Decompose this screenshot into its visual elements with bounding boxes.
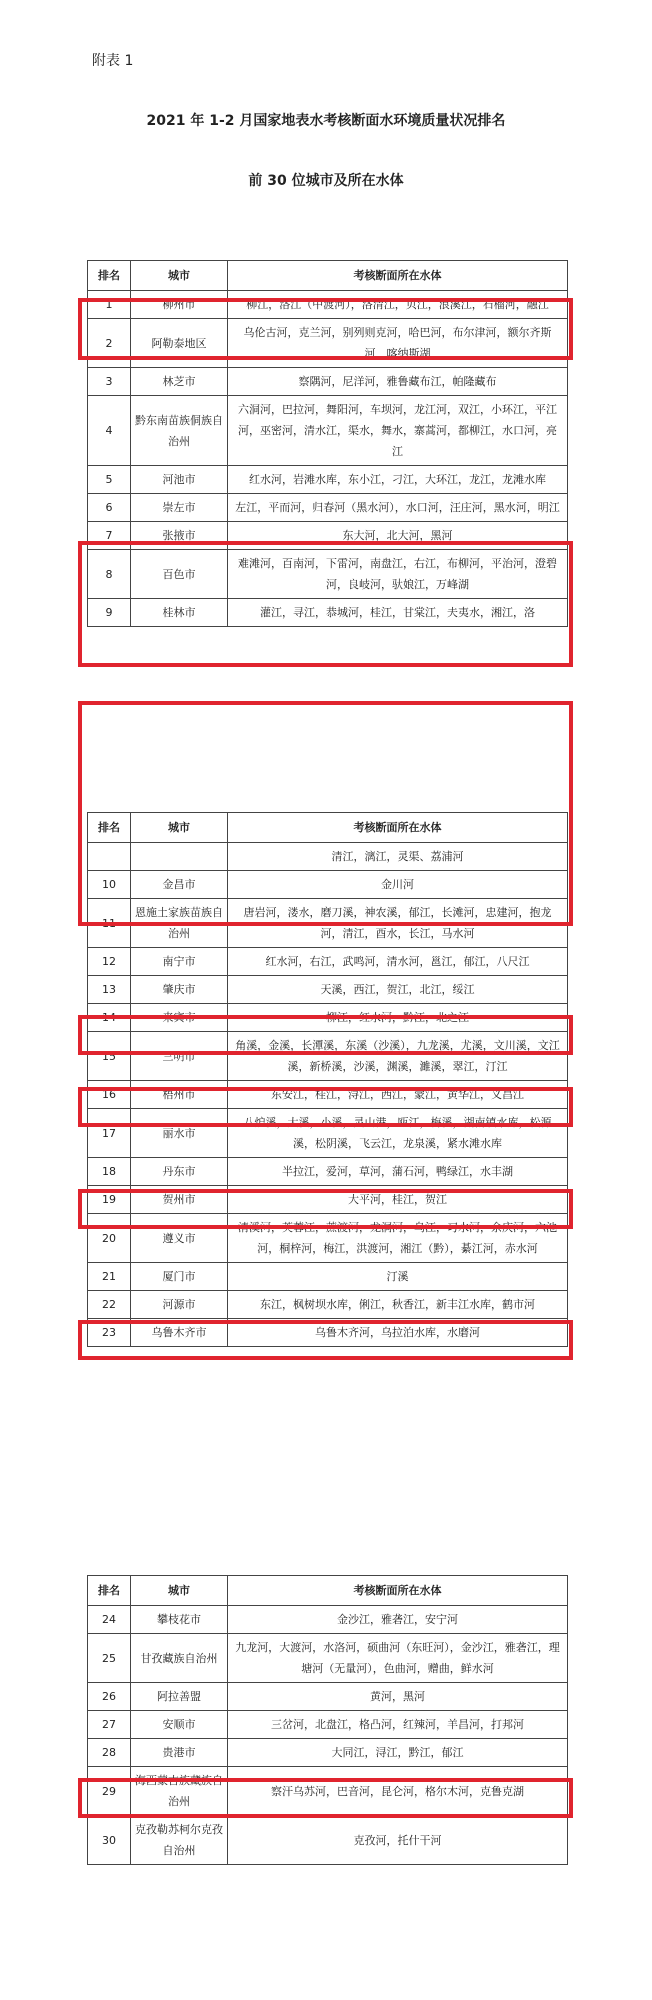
city-cell	[131, 843, 228, 871]
water-bodies-cell: 乌伦古河，克兰河，别列则克河，哈巴河，布尔津河，额尔齐斯河，喀纳斯湖	[228, 319, 568, 368]
city-cell: 金昌市	[131, 871, 228, 899]
header-rank: 排名	[88, 1576, 131, 1606]
report-title: 2021 年 1-2 月国家地表水考核断面水环境质量状况排名	[146, 113, 506, 129]
table-row	[88, 1319, 568, 1347]
city-cell: 梧州市	[131, 1081, 228, 1109]
rank-cell: 25	[88, 1634, 131, 1683]
rank-cell: 9	[88, 599, 131, 627]
rank-cell	[88, 843, 131, 871]
table-row	[88, 1634, 568, 1683]
city-cell: 阿勒泰地区	[131, 319, 228, 368]
city-cell: 贺州市	[131, 1186, 228, 1214]
rank-cell: 23	[88, 1319, 131, 1347]
table-row	[88, 1263, 568, 1291]
rank-cell: 3	[88, 368, 131, 396]
city-cell: 贵港市	[131, 1739, 228, 1767]
table-row	[88, 291, 568, 319]
water-bodies-cell: 清江，漓江，灵渠、荔浦河	[228, 843, 568, 871]
water-bodies-cell: 左江，平而河，归春河（黑水河），水口河，汪庄河，黑水河，明江	[228, 494, 568, 522]
rank-cell: 1	[88, 291, 131, 319]
water-bodies-cell: 东江，枫树坝水库，俐江，秋香江，新丰江水库，鹤市河	[228, 1291, 568, 1319]
city-cell: 黔东南苗族侗族自治州	[131, 396, 228, 466]
water-bodies-cell: 察汗乌苏河，巴音河，昆仑河，格尔木河，克鲁克湖	[228, 1767, 568, 1816]
city-cell: 丹东市	[131, 1158, 228, 1186]
rank-cell: 24	[88, 1606, 131, 1634]
rank-cell: 2	[88, 319, 131, 368]
rank-cell: 6	[88, 494, 131, 522]
water-bodies-cell: 天溪，西江，贺江，北江，绥江	[228, 976, 568, 1004]
city-cell: 克孜勒苏柯尔克孜自治州	[131, 1816, 228, 1865]
water-bodies-cell: 克孜河，托什干河	[228, 1816, 568, 1865]
water-bodies-cell: 东安江，桂江，浔江，西江，蒙江，黄华江，义昌江	[228, 1081, 568, 1109]
city-cell: 柳州市	[131, 291, 228, 319]
water-bodies-cell: 黄河，黑河	[228, 1683, 568, 1711]
city-cell: 崇左市	[131, 494, 228, 522]
table-row	[88, 494, 568, 522]
city-cell: 丽水市	[131, 1109, 228, 1158]
city-cell: 安顺市	[131, 1711, 228, 1739]
rank-cell: 4	[88, 396, 131, 466]
rank-cell: 30	[88, 1816, 131, 1865]
water-bodies-cell: 唐岩河，溇水，磨刀溪，神农溪，郁江，长滩河，忠建河，抱龙河，清江，酉水，长江，马水河	[228, 899, 568, 948]
water-bodies-cell: 柳江，洛江（中渡河），洛清江，贝江，浪溪江，石榴河，融江	[228, 291, 568, 319]
water-bodies-cell: 金川河	[228, 871, 568, 899]
water-bodies-cell: 大同江，浔江，黔江，郁江	[228, 1739, 568, 1767]
city-cell: 河源市	[131, 1291, 228, 1319]
rank-cell: 29	[88, 1767, 131, 1816]
rank-cell: 5	[88, 466, 131, 494]
ranking-table-part-3	[87, 1575, 568, 1865]
city-cell: 遵义市	[131, 1214, 228, 1263]
water-bodies-cell: 六洞河，巴拉河，舞阳河，车坝河，龙江河，双江，小环江，平江河，巫密河，清水江，渠水，舞水，寨蒿河，都柳江，水口河，亮江	[228, 396, 568, 466]
water-bodies-cell: 红水河，岩滩水库，东小江，刁江，大环江，龙江，龙滩水库	[228, 466, 568, 494]
header-rank: 排名	[88, 813, 131, 843]
city-cell: 河池市	[131, 466, 228, 494]
table-row	[88, 1186, 568, 1214]
table-row	[88, 466, 568, 494]
ranking-table-part-1	[87, 260, 568, 627]
table-row	[88, 1081, 568, 1109]
water-bodies-cell: 红水河，右江，武鸣河，清水河，邕江，郁江，八尺江	[228, 948, 568, 976]
water-bodies-cell: 柳江，红水河，黔江，北之江	[228, 1004, 568, 1032]
city-cell: 阿拉善盟	[131, 1683, 228, 1711]
water-bodies-cell: 三岔河，北盘江，格凸河，红辣河，羊昌河，打邦河	[228, 1711, 568, 1739]
water-bodies-cell: 乌鲁木齐河，乌拉泊水库，水磨河	[228, 1319, 568, 1347]
city-cell: 林芝市	[131, 368, 228, 396]
water-bodies-cell: 察隅河，尼洋河，雅鲁藏布江，帕隆藏布	[228, 368, 568, 396]
water-bodies-cell: 角溪，金溪，长潭溪，东溪（沙溪），九龙溪，尤溪，文川溪，文江溪，新桥溪，沙溪，渊溪，濉溪，翠江，汀江	[228, 1032, 568, 1081]
water-bodies-cell: 九龙河，大渡河，水洛河，硕曲河（东旺河），金沙江，雅砻江，理塘河（无量河），色曲河，赠曲，鲜水河	[228, 1634, 568, 1683]
table-row	[88, 396, 568, 466]
rank-cell: 14	[88, 1004, 131, 1032]
table-row	[88, 1606, 568, 1634]
table-header-row	[88, 1576, 568, 1606]
city-cell: 厦门市	[131, 1263, 228, 1291]
rank-cell: 27	[88, 1711, 131, 1739]
rank-cell: 19	[88, 1186, 131, 1214]
rank-cell: 16	[88, 1081, 131, 1109]
city-cell: 百色市	[131, 550, 228, 599]
rank-cell: 11	[88, 899, 131, 948]
city-cell: 甘孜藏族自治州	[131, 1634, 228, 1683]
city-cell: 三明市	[131, 1032, 228, 1081]
rank-cell: 18	[88, 1158, 131, 1186]
table-row	[88, 550, 568, 599]
city-cell: 海西蒙古族藏族自治州	[131, 1767, 228, 1816]
header-water: 考核断面所在水体	[228, 1576, 568, 1606]
header-water: 考核断面所在水体	[228, 813, 568, 843]
table-row	[88, 1739, 568, 1767]
water-bodies-cell: 大平河，桂江，贺江	[228, 1186, 568, 1214]
city-cell: 南宁市	[131, 948, 228, 976]
rank-cell: 21	[88, 1263, 131, 1291]
rank-cell: 7	[88, 522, 131, 550]
table-row	[88, 1816, 568, 1865]
table-row	[88, 1032, 568, 1081]
table-row	[88, 948, 568, 976]
table-row	[88, 1214, 568, 1263]
table-row	[88, 843, 568, 871]
table-row	[88, 871, 568, 899]
header-city: 城市	[131, 1576, 228, 1606]
table-header-row	[88, 261, 568, 291]
header-rank: 排名	[88, 261, 131, 291]
table-row	[88, 319, 568, 368]
table-row	[88, 1158, 568, 1186]
ranking-table-part-2	[87, 812, 568, 1347]
city-cell: 来宾市	[131, 1004, 228, 1032]
rank-cell: 12	[88, 948, 131, 976]
city-cell: 肇庆市	[131, 976, 228, 1004]
city-cell: 桂林市	[131, 599, 228, 627]
table-row	[88, 1004, 568, 1032]
rank-cell: 20	[88, 1214, 131, 1263]
water-bodies-cell: 金沙江，雅砻江，安宁河	[228, 1606, 568, 1634]
city-cell: 恩施土家族苗族自治州	[131, 899, 228, 948]
rank-cell: 17	[88, 1109, 131, 1158]
rank-cell: 22	[88, 1291, 131, 1319]
rank-cell: 28	[88, 1739, 131, 1767]
water-bodies-cell: 八炉溪，大溪，小溪，灵山港，瓯江，梅溪，湖南镇水库，松源溪，松阴溪，飞云江，龙泉溪，紧水滩水库	[228, 1109, 568, 1158]
table-row	[88, 1109, 568, 1158]
header-city: 城市	[131, 261, 228, 291]
table-row	[88, 899, 568, 948]
water-bodies-cell: 半拉江，爱河，草河，蒲石河，鸭绿江，水丰湖	[228, 1158, 568, 1186]
water-bodies-cell: 汀溪	[228, 1263, 568, 1291]
header-water: 考核断面所在水体	[228, 261, 568, 291]
table-row	[88, 1767, 568, 1816]
table-row	[88, 522, 568, 550]
rank-cell: 10	[88, 871, 131, 899]
table-row	[88, 976, 568, 1004]
rank-cell: 15	[88, 1032, 131, 1081]
water-bodies-cell: 清溪河，芙蓉江，蔗渡河，龙洞河，乌江，习水河，余庆河，六池河，桐梓河，梅江，洪渡河，湘江（黔），綦江河，赤水河	[228, 1214, 568, 1263]
table-header-row	[88, 813, 568, 843]
table-row	[88, 368, 568, 396]
city-cell: 张掖市	[131, 522, 228, 550]
table-row	[88, 1711, 568, 1739]
city-cell: 攀枝花市	[131, 1606, 228, 1634]
table-row	[88, 1683, 568, 1711]
rank-cell: 8	[88, 550, 131, 599]
water-bodies-cell: 难滩河，百南河，下雷河，南盘江，右江，布柳河，平治河，澄碧河，良岐河，驮娘江，万峰湖	[228, 550, 568, 599]
report-subtitle: 前 30 位城市及所在水体	[248, 173, 404, 189]
table-row	[88, 599, 568, 627]
rank-cell: 13	[88, 976, 131, 1004]
city-cell: 乌鲁木齐市	[131, 1319, 228, 1347]
table-row	[88, 1291, 568, 1319]
appendix-label: 附表 1	[92, 53, 134, 69]
header-city: 城市	[131, 813, 228, 843]
water-bodies-cell: 东大河，北大河，黑河	[228, 522, 568, 550]
rank-cell: 26	[88, 1683, 131, 1711]
water-bodies-cell: 灌江，寻江，恭城河，桂江，甘棠江，夫夷水，湘江，洛	[228, 599, 568, 627]
